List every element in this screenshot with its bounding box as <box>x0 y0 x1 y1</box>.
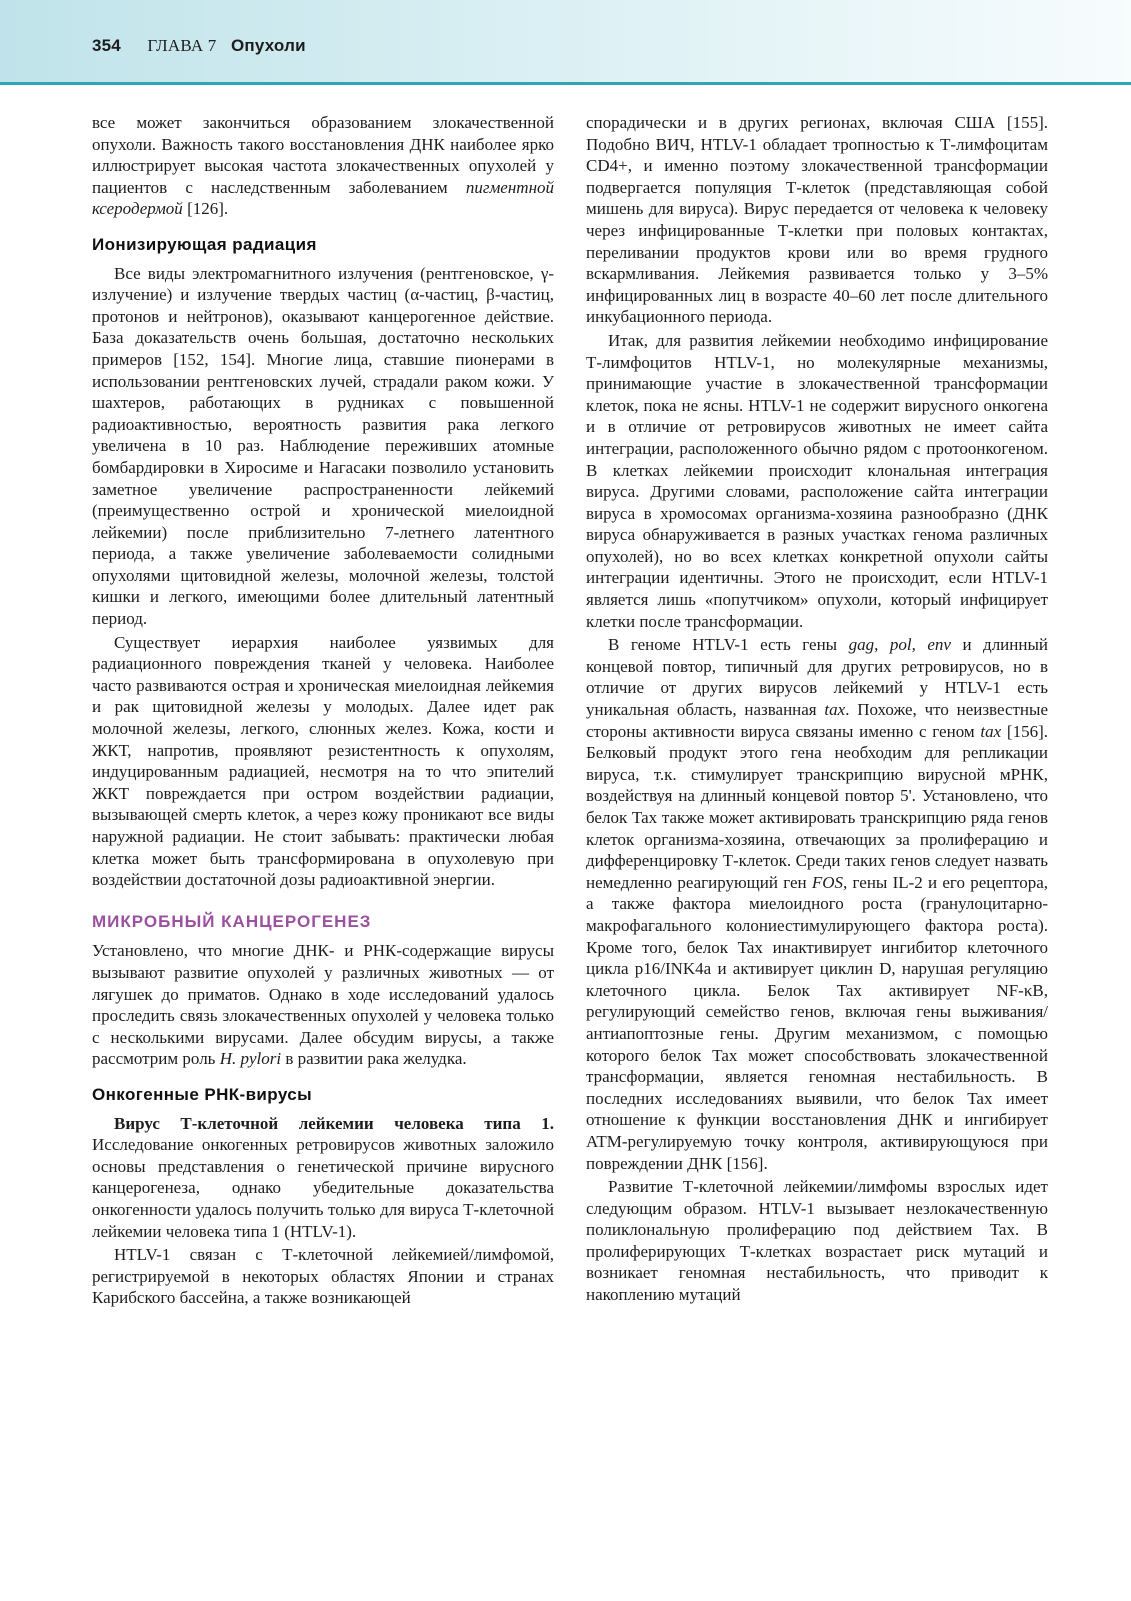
header-rule <box>0 82 1131 85</box>
section-heading-radiation: Ионизирующая радиация <box>92 234 317 254</box>
paragraph: Итак, для развития лейкемии необходимо инфицирование Т-лимфоцитов HTLV-1, но молекулярные механизмы, принимающие участие в злокачественной трансформации клеток, пока не ясны. HTLV-1 не содержит вирусного онкогена и в отличие от ретровирусов животных не имеет сайта интеграции, расположенного обычно рядом с протоонкогеном. В клетках лейкемии происходит клональная интеграция вируса. Другими словами, расположение сайта интеграции вируса в хромосомах организма-хозяина разнообразно (ДНК вируса обнаруживается в разных участках генома различных опухолей), но во всех клетках конкретной опухоли сайты интеграции идентичны. Этого не происходит, если HTLV-1 является лишь «попутчиком» опухоли, который инфицирует клетки после трансформации. <box>586 330 1048 631</box>
emphasis: H. pylori <box>219 1049 282 1069</box>
page-number: 354 <box>92 36 121 55</box>
emphasis: пигментной ксеродермой <box>92 177 554 219</box>
chapter-title: Опухоли <box>230 36 306 55</box>
section-heading-microbial: МИКРОБНЫЙ КАНЦЕРОГЕНЕЗ <box>92 911 372 931</box>
paragraph: В геноме HTLV-1 есть гены gag, pol, env и длинный концевой повтор, типичный для других ретровирусов, но в отличие от других вирусов лейкемий у HTLV-1 есть уникальная область, названная tax. Похоже, что неизвестные стороны активности вируса связаны именно с геном tax [156]. Белковый продукт этого гена необходим для репликации вируса, т.к. стимулирует транскрипцию вирусной мРНК, воздействуя на длинный концевой повтор 5'. Установлено, что белок Tax также может активировать транскрипцию ряда генов клеток организма-хозяина, отвечающих за пролиферацию и дифференцировку Т-клеток. Среди таких генов следует назвать немедленно реагирующий ген FOS, гены IL-2 и его рецептора, а также фактора миелоидного роста (гранулоцитарно-макрофагального колониестимулирующего фактора роста). Кроме того, белок Tax инактивирует ингибитор клеточного цикла p16/INK4a и активирует циклин D, нарушая регуляцию клеточного цикла. Белок Tax активирует NF-κB, регулирующий семейство генов, включая гены выживания/антиапоптозные гены. Другим механизмом, с помощью которого белок Tax может способствовать злокачественной трансформации, является геномная нестабильность. В последних исследованиях выявили, что белок Tax имеет отношение к функции восстановления ДНК и ингибирует ATM-регулируемую точку контроля, активирующуюся при повреждении ДНК [156]. <box>586 635 1049 1173</box>
paragraph: HTLV-1 связан с Т-клеточной лейкемией/лимфомой, регистрируемой в некоторых областях Японии и странах Карибского бассейна, а также возникающей <box>92 1245 554 1308</box>
paragraph: спорадически и в других регионах, включая США [155]. Подобно ВИЧ, HTLV-1 обладает тропностью к Т-лимфоцитам CD4+, и именно поэтому злокачественной трансформации подвергается популяция Т-клеток (представляющая собой мишень для вируса). Вирус передается от человека к человеку через инфицированные Т-клетки при половых контактах, переливании продуктов крови или во время грудного вскармливания. Лейкемия развивается только у 3–5% инфицированных лиц в возрасте 40–60 лет после длительного инкубационного периода. <box>586 113 1048 327</box>
emphasis: gag, pol, env <box>848 635 951 655</box>
paragraph: Установлено, что многие ДНК- и РНК-содержащие вирусы вызывают развитие опухолей у различных животных — от лягушек до приматов. Однако в ходе исследований удалось проследить связь злокачественных опухолей у человека только с несколькими вирусами. Далее обсудим вирусы, а также рассмотрим роль H. pylori в развитии рака желудка. <box>92 941 554 1069</box>
right-column <box>586 112 1048 1306</box>
emphasis: FOS <box>811 872 844 892</box>
left-column <box>92 112 554 1309</box>
run-in-heading: Вирус Т-клеточной лейкемии человека типа 1. <box>114 1113 554 1133</box>
paragraph: Развитие Т-клеточной лейкемии/лимфомы взрослых идет следующим образом. HTLV-1 вызывает незлокачественную поликлональную пролиферацию под действием Tax. В пролиферирующих Т-клетках возрастает риск мутаций и возникает геномная нестабильность, что приводит к накоплению мутаций <box>586 1177 1048 1305</box>
emphasis: tax <box>980 721 1002 741</box>
section-heading-rna-viruses: Онкогенные РНК-вирусы <box>92 1084 313 1104</box>
paragraph: Все виды электромагнитного излучения (рентгеновское, γ-излучение) и излучение твердых частиц (α-частиц, β-частиц, протонов и нейтронов), оказывают канцерогенное действие. База доказательств очень большая, достаточно нескольких примеров [152, 154]. Многие лица, ставшие пионерами в использовании рентгеновских лучей, страдали раком кожи. У шахтеров, работающих в рудниках с повышенной радиоактивностью, вероятность развития рака легкого увеличена в 10 раз. Наблюдение переживших атомные бомбардировки в Хиросиме и Нагасаки позволило установить заметное увеличение распространенности лейкемий (преимущественно острой и хронической миелоидной лейкемии) после приблизительно 7-летнего латентного периода, а также увеличение заболеваемости солидными опухолями щитовидной железы, молочной железы, толстой кишки и легкого, имеющими более длительный латентный период. <box>92 263 554 629</box>
emphasis: tax <box>824 700 846 720</box>
paragraph: все может закончиться образованием злокачественной опухоли. Важность такого восстановления ДНК наиболее ярко иллюстрирует высокая частота злокачественных опухолей у пациентов с наследственным заболеванием пигментной ксеродермой [126]. <box>92 113 554 219</box>
chapter-label: ГЛАВА 7 <box>147 36 217 55</box>
paragraph: Существует иерархия наиболее уязвимых для радиационного повреждения тканей у человека. Наиболее часто развиваются острая и хроническая миелоидная лейкемия и рак щитовидной железы у молодых. Далее идет рак молочной железы, легкого, слюнных желез. Кожа, кости и ЖКТ, напротив, проявляют резистентность к опухолям, индуцированным радиацией, несмотря на то что эпителий ЖКТ повреждается при остром воздействии радиации, вызывающей смерть клеток, а через кожу проникают все виды наружной радиации. Не стоит забывать: практически любая клетка может быть трансформирована в опухолевую при воздействии достаточной дозы радиоактивной энергии. <box>92 632 554 890</box>
paragraph: Вирус Т-клеточной лейкемии человека типа 1. Исследование онкогенных ретровирусов животных заложило основы представления о генетической причине вирусного канцерогенеза, однако убедительные доказательства онкогенности удалось получить только для вируса Т-клеточной лейкемии человека типа 1 (HTLV-1). <box>92 1113 554 1241</box>
running-head <box>92 36 306 56</box>
